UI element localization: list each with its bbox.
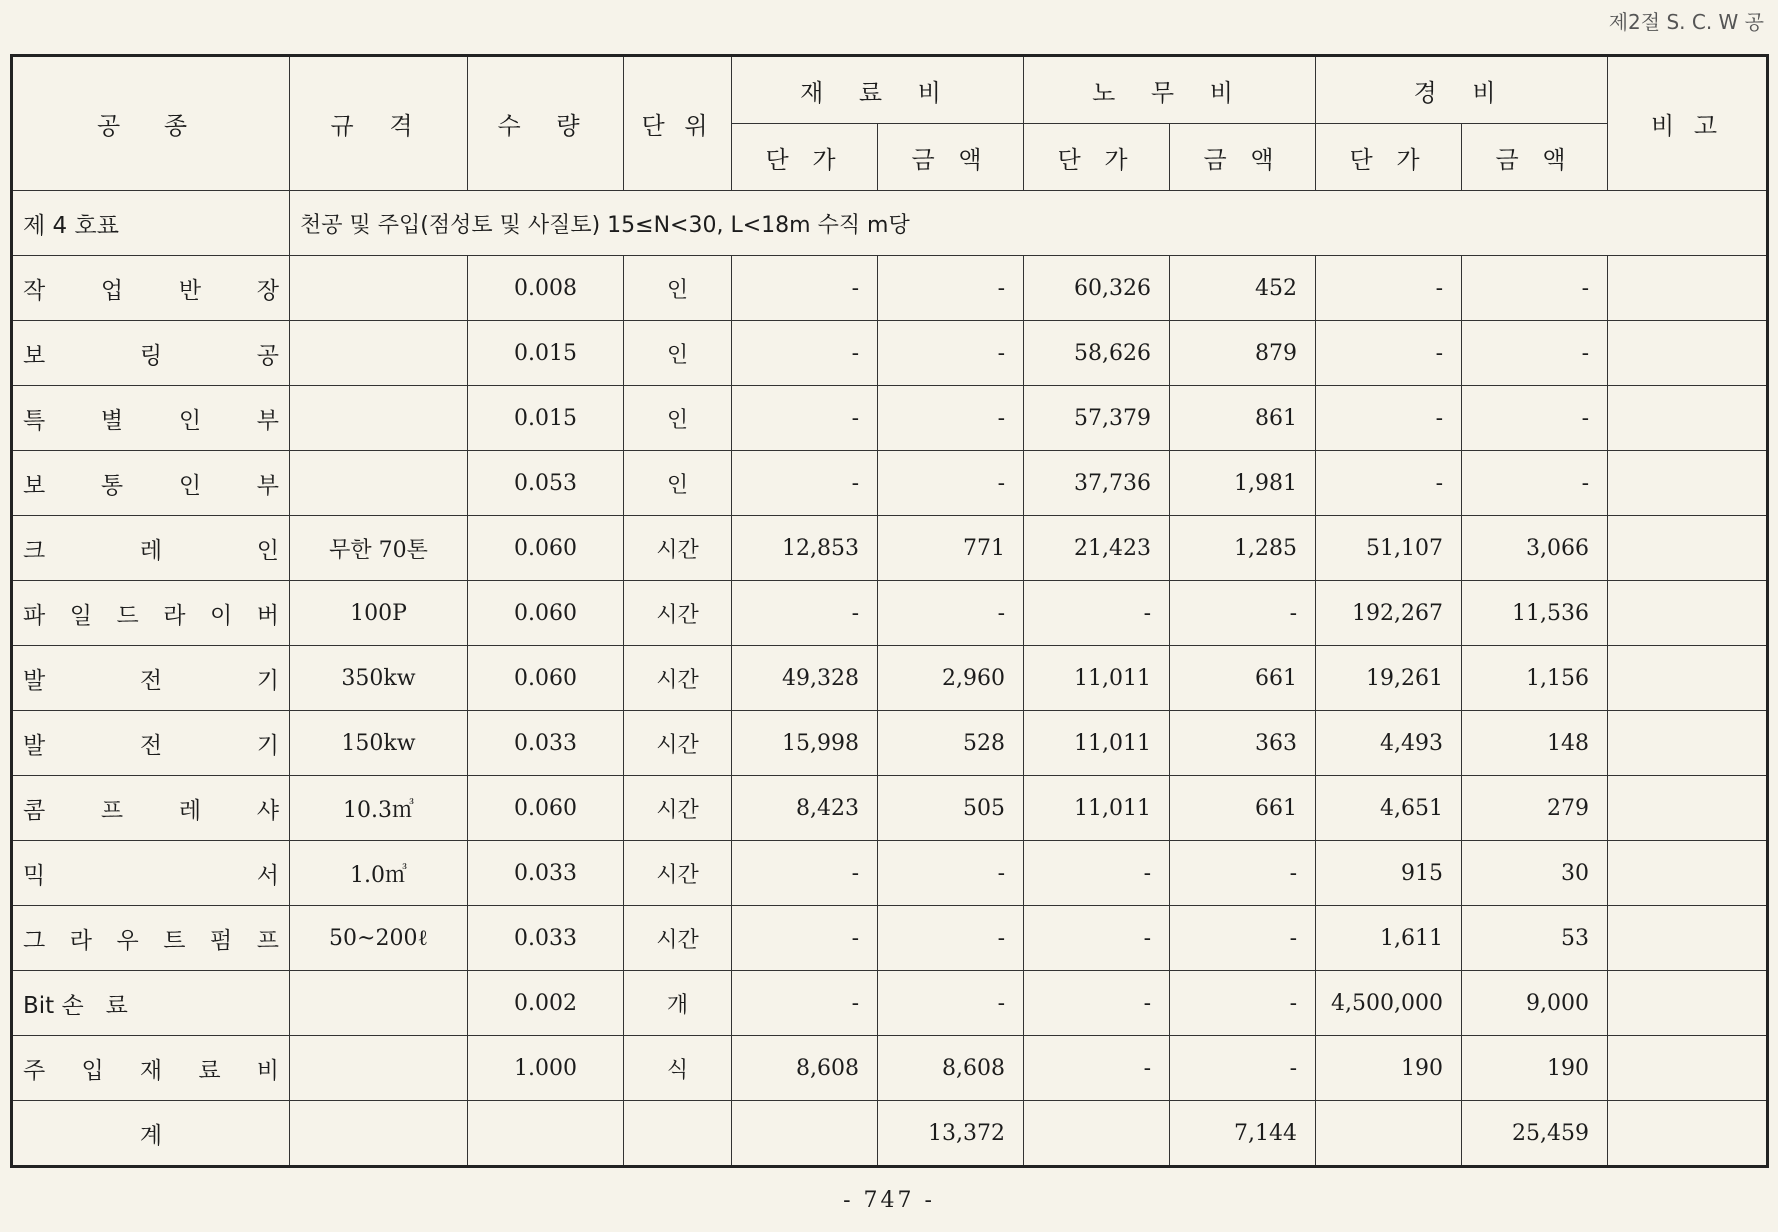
cell-remark (1608, 321, 1768, 386)
header-row-top (12, 56, 1768, 124)
cell-exp-price: - (1316, 321, 1462, 386)
cell-item-name: 콤 프 레 샤 (12, 776, 290, 841)
cell-remark (1608, 971, 1768, 1036)
cell-exp-price: - (1316, 256, 1462, 321)
cell-spec: 1.0㎥ (290, 841, 468, 906)
cell-unit: 시간 (624, 776, 732, 841)
cell-mat-amount: - (878, 581, 1024, 646)
cell-item-name: 발 전 기 (12, 711, 290, 776)
cell-spec: 100P (290, 581, 468, 646)
cell-mat-price: 15,998 (732, 711, 878, 776)
header-exp-price: 단 가 (1316, 124, 1462, 191)
cell-item-name: 작 업 반 장 (12, 256, 290, 321)
header-mat-price: 단 가 (732, 124, 878, 191)
header-exp-amount: 금 액 (1462, 124, 1608, 191)
cell-spec (290, 386, 468, 451)
cell-qty: 0.060 (468, 646, 624, 711)
cell-lab-amount: - (1170, 841, 1316, 906)
cell-lab-amount: 1,285 (1170, 516, 1316, 581)
cell-exp-amount: 279 (1462, 776, 1608, 841)
cell-unit: 인 (624, 451, 732, 516)
cell-lab-amount: 861 (1170, 386, 1316, 451)
table-row (12, 776, 1768, 841)
table-row (12, 906, 1768, 971)
cell-spec: 10.3㎥ (290, 776, 468, 841)
cell-exp-price: 190 (1316, 1036, 1462, 1101)
cell-mat-price: - (732, 971, 878, 1036)
cell-qty: 0.053 (468, 451, 624, 516)
cell-mat-amount: 2,960 (878, 646, 1024, 711)
cell-exp-amount: - (1462, 321, 1608, 386)
cell-lab-price: 60,326 (1024, 256, 1170, 321)
cell-remark (1608, 581, 1768, 646)
cell-item-name: 발 전 기 (12, 646, 290, 711)
table-row (12, 256, 1768, 321)
cell-mat-amount: - (878, 256, 1024, 321)
cell-empty (1316, 1101, 1462, 1167)
cell-mat-price: 12,853 (732, 516, 878, 581)
cell-lab-amount: 879 (1170, 321, 1316, 386)
cell-lab-price: 58,626 (1024, 321, 1170, 386)
cell-unit: 시간 (624, 581, 732, 646)
cell-spec: 무한 70톤 (290, 516, 468, 581)
cell-exp-price: 915 (1316, 841, 1462, 906)
cell-exp-amount: - (1462, 386, 1608, 451)
cell-unit: 시간 (624, 516, 732, 581)
cell-spec: 150kw (290, 711, 468, 776)
cell-lab-price: - (1024, 1036, 1170, 1101)
cell-qty: 0.008 (468, 256, 624, 321)
cell-lab-price: - (1024, 906, 1170, 971)
cell-unit: 시간 (624, 711, 732, 776)
cell-empty (732, 1101, 878, 1167)
cell-item-name: 보 링 공 (12, 321, 290, 386)
section-code: 제 4 호표 (12, 191, 290, 256)
cell-qty: 0.015 (468, 321, 624, 386)
table-row (12, 581, 1768, 646)
cell-spec (290, 321, 468, 386)
cell-spec: 50~200ℓ (290, 906, 468, 971)
cell-exp-price: 4,651 (1316, 776, 1462, 841)
cell-exp-price: 4,500,000 (1316, 971, 1462, 1036)
total-row (12, 1101, 1768, 1167)
cell-lab-amount: - (1170, 581, 1316, 646)
cell-mat-amount: 771 (878, 516, 1024, 581)
cell-lab-amount: - (1170, 906, 1316, 971)
header-labor: 노 무 비 (1024, 56, 1316, 124)
cell-item-name: 보 통 인 부 (12, 451, 290, 516)
table-row (12, 386, 1768, 451)
cell-item-name: 특 별 인 부 (12, 386, 290, 451)
cell-remark (1608, 1036, 1768, 1101)
table-row (12, 321, 1768, 386)
cell-remark (1608, 646, 1768, 711)
cell-unit: 개 (624, 971, 732, 1036)
cell-exp-price: 4,493 (1316, 711, 1462, 776)
cell-lab-amount: 363 (1170, 711, 1316, 776)
cell-mat-price: - (732, 906, 878, 971)
cell-exp-price: 51,107 (1316, 516, 1462, 581)
cell-unit: 인 (624, 256, 732, 321)
cell-empty (290, 1101, 468, 1167)
cell-item-name: Bit 손 료 (12, 971, 290, 1036)
cell-mat-amount: - (878, 386, 1024, 451)
table-row (12, 516, 1768, 581)
cell-unit: 시간 (624, 841, 732, 906)
cell-lab-price: - (1024, 841, 1170, 906)
cost-sheet (10, 54, 1766, 1168)
cell-item-name: 크 레 인 (12, 516, 290, 581)
cell-qty: 0.002 (468, 971, 624, 1036)
cell-exp-price: 192,267 (1316, 581, 1462, 646)
cell-spec (290, 451, 468, 516)
cell-remark (1608, 841, 1768, 906)
cell-empty (1608, 1101, 1768, 1167)
cell-exp-amount: 30 (1462, 841, 1608, 906)
cell-mat-price: - (732, 386, 878, 451)
cell-spec (290, 971, 468, 1036)
cell-exp-amount: 9,000 (1462, 971, 1608, 1036)
cell-lab-amount: - (1170, 971, 1316, 1036)
cell-unit: 시간 (624, 646, 732, 711)
cell-exp-amount: 11,536 (1462, 581, 1608, 646)
cell-lab-price: 37,736 (1024, 451, 1170, 516)
cell-lab-price: - (1024, 581, 1170, 646)
header-remark: 비 고 (1608, 56, 1768, 191)
cell-lab-price: 57,379 (1024, 386, 1170, 451)
header-unit: 단 위 (624, 56, 732, 191)
cell-spec: 350kw (290, 646, 468, 711)
cell-lab-price: 11,011 (1024, 711, 1170, 776)
header-material: 재 료 비 (732, 56, 1024, 124)
cell-exp-amount: - (1462, 256, 1608, 321)
cell-mat-amount: 528 (878, 711, 1024, 776)
cell-mat-amount: - (878, 971, 1024, 1036)
cell-mat-amount: - (878, 841, 1024, 906)
cell-lab-price: 21,423 (1024, 516, 1170, 581)
cell-lab-amount: 1,981 (1170, 451, 1316, 516)
cell-remark (1608, 776, 1768, 841)
cell-remark (1608, 711, 1768, 776)
cell-qty: 1.000 (468, 1036, 624, 1101)
cell-remark (1608, 906, 1768, 971)
cell-item-name: 주 입 재 료 비 (12, 1036, 290, 1101)
cell-unit: 식 (624, 1036, 732, 1101)
cell-lab-price: 11,011 (1024, 646, 1170, 711)
cell-mat-price: 8,423 (732, 776, 878, 841)
header-lab-price: 단 가 (1024, 124, 1170, 191)
header-qty: 수 량 (468, 56, 624, 191)
cell-mat-price: - (732, 321, 878, 386)
cell-remark (1608, 516, 1768, 581)
cell-mat-amount: - (878, 321, 1024, 386)
page-number: - 747 - (843, 1188, 935, 1213)
total-exp-amount: 25,459 (1462, 1101, 1608, 1167)
cell-exp-price: - (1316, 386, 1462, 451)
cell-lab-amount: - (1170, 1036, 1316, 1101)
cell-item-name: 그 라 우 트 펌 프 (12, 906, 290, 971)
cell-lab-price: 11,011 (1024, 776, 1170, 841)
cell-remark (1608, 256, 1768, 321)
table-row (12, 711, 1768, 776)
cell-qty: 0.033 (468, 906, 624, 971)
cell-exp-amount: 53 (1462, 906, 1608, 971)
cell-qty: 0.033 (468, 711, 624, 776)
cell-mat-price: - (732, 581, 878, 646)
header-item: 공 종 (12, 56, 290, 191)
cell-empty (624, 1101, 732, 1167)
cell-exp-amount: 3,066 (1462, 516, 1608, 581)
cell-mat-price: - (732, 256, 878, 321)
cell-qty: 0.033 (468, 841, 624, 906)
cell-lab-amount: 661 (1170, 646, 1316, 711)
table-row (12, 841, 1768, 906)
cell-lab-amount: 452 (1170, 256, 1316, 321)
cell-mat-price: - (732, 841, 878, 906)
header-mat-amount: 금 액 (878, 124, 1024, 191)
cell-mat-amount: - (878, 451, 1024, 516)
cell-exp-amount: 1,156 (1462, 646, 1608, 711)
cell-exp-price: 1,611 (1316, 906, 1462, 971)
cell-exp-amount: 190 (1462, 1036, 1608, 1101)
cell-mat-price: 8,608 (732, 1036, 878, 1101)
cell-spec (290, 256, 468, 321)
cell-exp-price: 19,261 (1316, 646, 1462, 711)
cell-mat-amount: 8,608 (878, 1036, 1024, 1101)
cell-remark (1608, 451, 1768, 516)
unit-cost-table (10, 54, 1769, 1168)
total-label: 계 (12, 1101, 290, 1167)
cell-mat-amount: - (878, 906, 1024, 971)
cell-exp-amount: 148 (1462, 711, 1608, 776)
cell-lab-amount: 661 (1170, 776, 1316, 841)
total-mat-amount: 13,372 (878, 1101, 1024, 1167)
cell-unit: 인 (624, 321, 732, 386)
cell-empty (468, 1101, 624, 1167)
cell-mat-price: - (732, 451, 878, 516)
cell-exp-price: - (1316, 451, 1462, 516)
cell-spec (290, 1036, 468, 1101)
header-expense: 경 비 (1316, 56, 1608, 124)
cell-qty: 0.060 (468, 581, 624, 646)
total-lab-amount: 7,144 (1170, 1101, 1316, 1167)
cell-mat-amount: 505 (878, 776, 1024, 841)
cell-item-name: 믹 서 (12, 841, 290, 906)
cell-remark (1608, 386, 1768, 451)
cell-qty: 0.060 (468, 776, 624, 841)
table-row (12, 971, 1768, 1036)
cell-qty: 0.060 (468, 516, 624, 581)
table-row (12, 646, 1768, 711)
page-header: 제2절 S. C. W 공 (1608, 10, 1764, 34)
header-spec: 규 격 (290, 56, 468, 191)
cell-unit: 인 (624, 386, 732, 451)
section-row (12, 191, 1768, 256)
cell-exp-amount: - (1462, 451, 1608, 516)
table-row (12, 1036, 1768, 1101)
cell-mat-price: 49,328 (732, 646, 878, 711)
table-body (12, 191, 1768, 1167)
table-row (12, 451, 1768, 516)
section-spec: 천공 및 주입(점성토 및 사질토) 15≤N<30, L<18m 수직 m당 (290, 191, 1768, 256)
header-lab-amount: 금 액 (1170, 124, 1316, 191)
cell-empty (1024, 1101, 1170, 1167)
cell-qty: 0.015 (468, 386, 624, 451)
cell-lab-price: - (1024, 971, 1170, 1036)
cell-unit: 시간 (624, 906, 732, 971)
cell-item-name: 파 일 드 라 이 버 (12, 581, 290, 646)
